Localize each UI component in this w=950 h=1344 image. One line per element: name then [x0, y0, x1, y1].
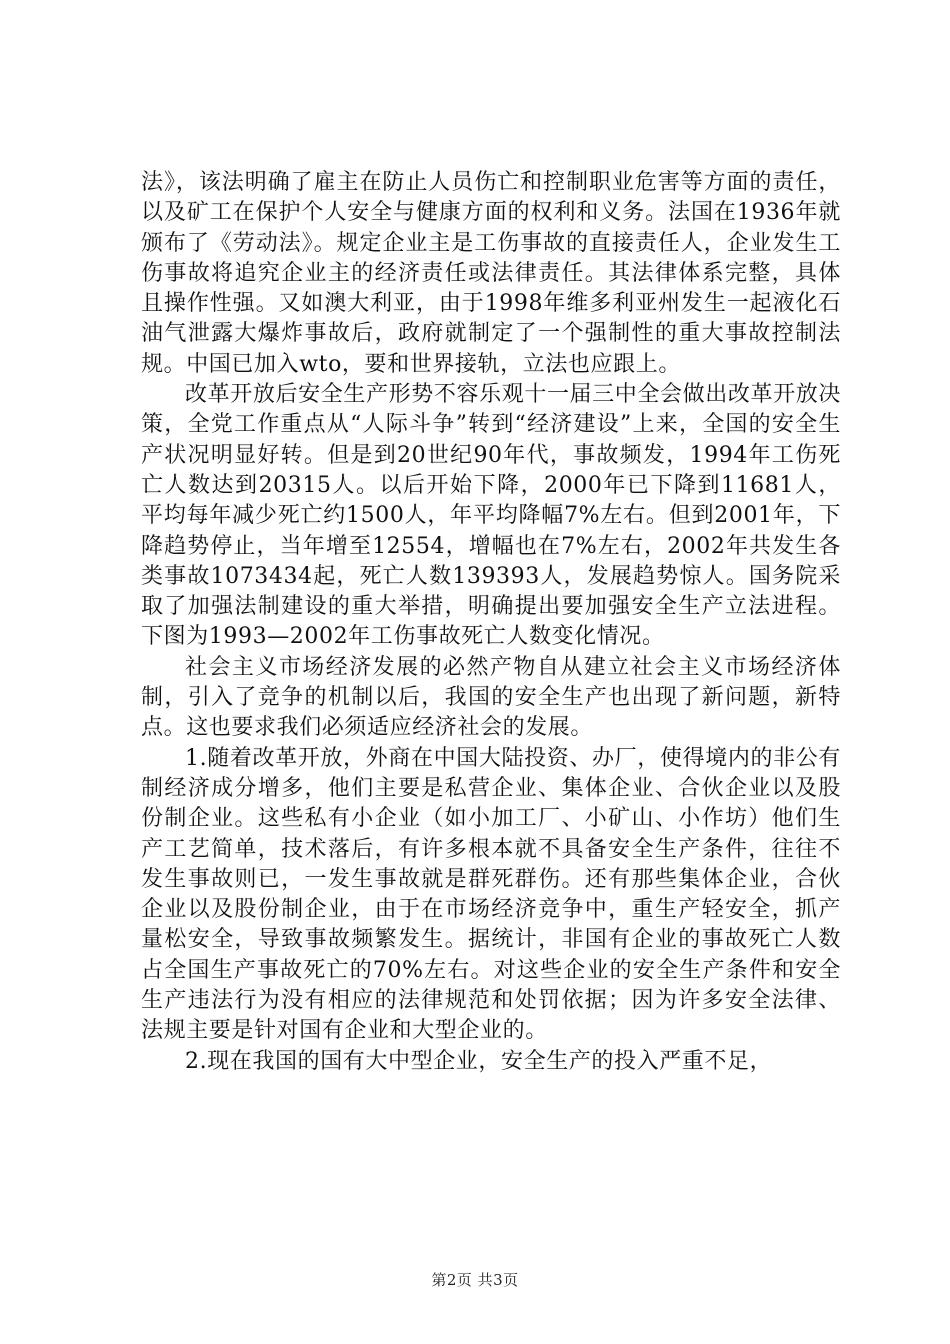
paragraph-2: 改革开放后安全生产形势不容乐观十一届三中全会做出改革开放决策，全党工作重点从“人际斗争”转到“经济建设”上来，全国的安全生产状况明显好转。但是到20世纪90年代，事故频发，1994年工伤死亡人数达到20315人。以后开始下降，2000年已下降到11681人，平均每年减少死亡约1500人，年平均降幅7%左右。但到2001年，下降趋势停止，当年增至12554，增幅也在7%左右，2002年共发生各类事故1073434起，死亡人数139393人，发展趋势惊人。国务院采取了加强法制建设的重大举措，明确提出要加强安全生产立法进程。下图为1993—2002年工伤事故死亡人数变化情况。: [141, 382, 841, 650]
paragraph-5: 2.现在我国的国有大中型企业，安全生产的投入严重不足，: [185, 1048, 773, 1074]
page-footer: 第2页 共3页: [431, 1271, 519, 1289]
document-body: [141, 168, 841, 1077]
paragraph-1: 法》，该法明确了雇主在防止人员伤亡和控制职业危害等方面的责任，以及矿工在保护个人安全与健康方面的权利和义务。法国在1936年就颁布了《劳动法》。规定企业主是工伤事故的直接责任人，企业发生工伤事故将追究企业主的经济责任或法律责任。其法律体系完整，具体且操作性强。又如澳大利亚，由于1998年维多利亚州发生一起液化石油气泄露大爆炸事故后，政府就制定了一个强制性的重大事故控制法规。中国已加入wto，要和世界接轨，立法也应跟上。: [141, 170, 841, 377]
paragraph-3: 社会主义市场经济发展的必然产物自从建立社会主义市场经济体制，引入了竞争的机制以后，我国的安全生产也出现了新问题，新特点。这也要求我们必须适应经济社会的发展。: [141, 654, 841, 741]
paragraph-4: 1.随着改革开放，外商在中国大陆投资、办厂，使得境内的非公有制经济成分增多，他们主要是私营企业、集体企业、合伙企业以及股份制企业。这些私有小企业（如小加工厂、小矿山、小作坊）他们生产工艺简单，技术落后，有许多根本就不具备安全生产条件，往往不发生事故则已，一发生事故就是群死群伤。还有那些集体企业，合伙企业以及股份制企业，由于在市场经济竞争中，重生产轻安全，抓产量松安全，导致事故频繁发生。据统计，非国有企业的事故死亡人数占全国生产事故死亡的70%左右。对这些企业的安全生产条件和安全生产违法行为没有相应的法律规范和处罚依据；因为许多安全法律、法规主要是针对国有企业和大型企业的。: [141, 745, 841, 1044]
